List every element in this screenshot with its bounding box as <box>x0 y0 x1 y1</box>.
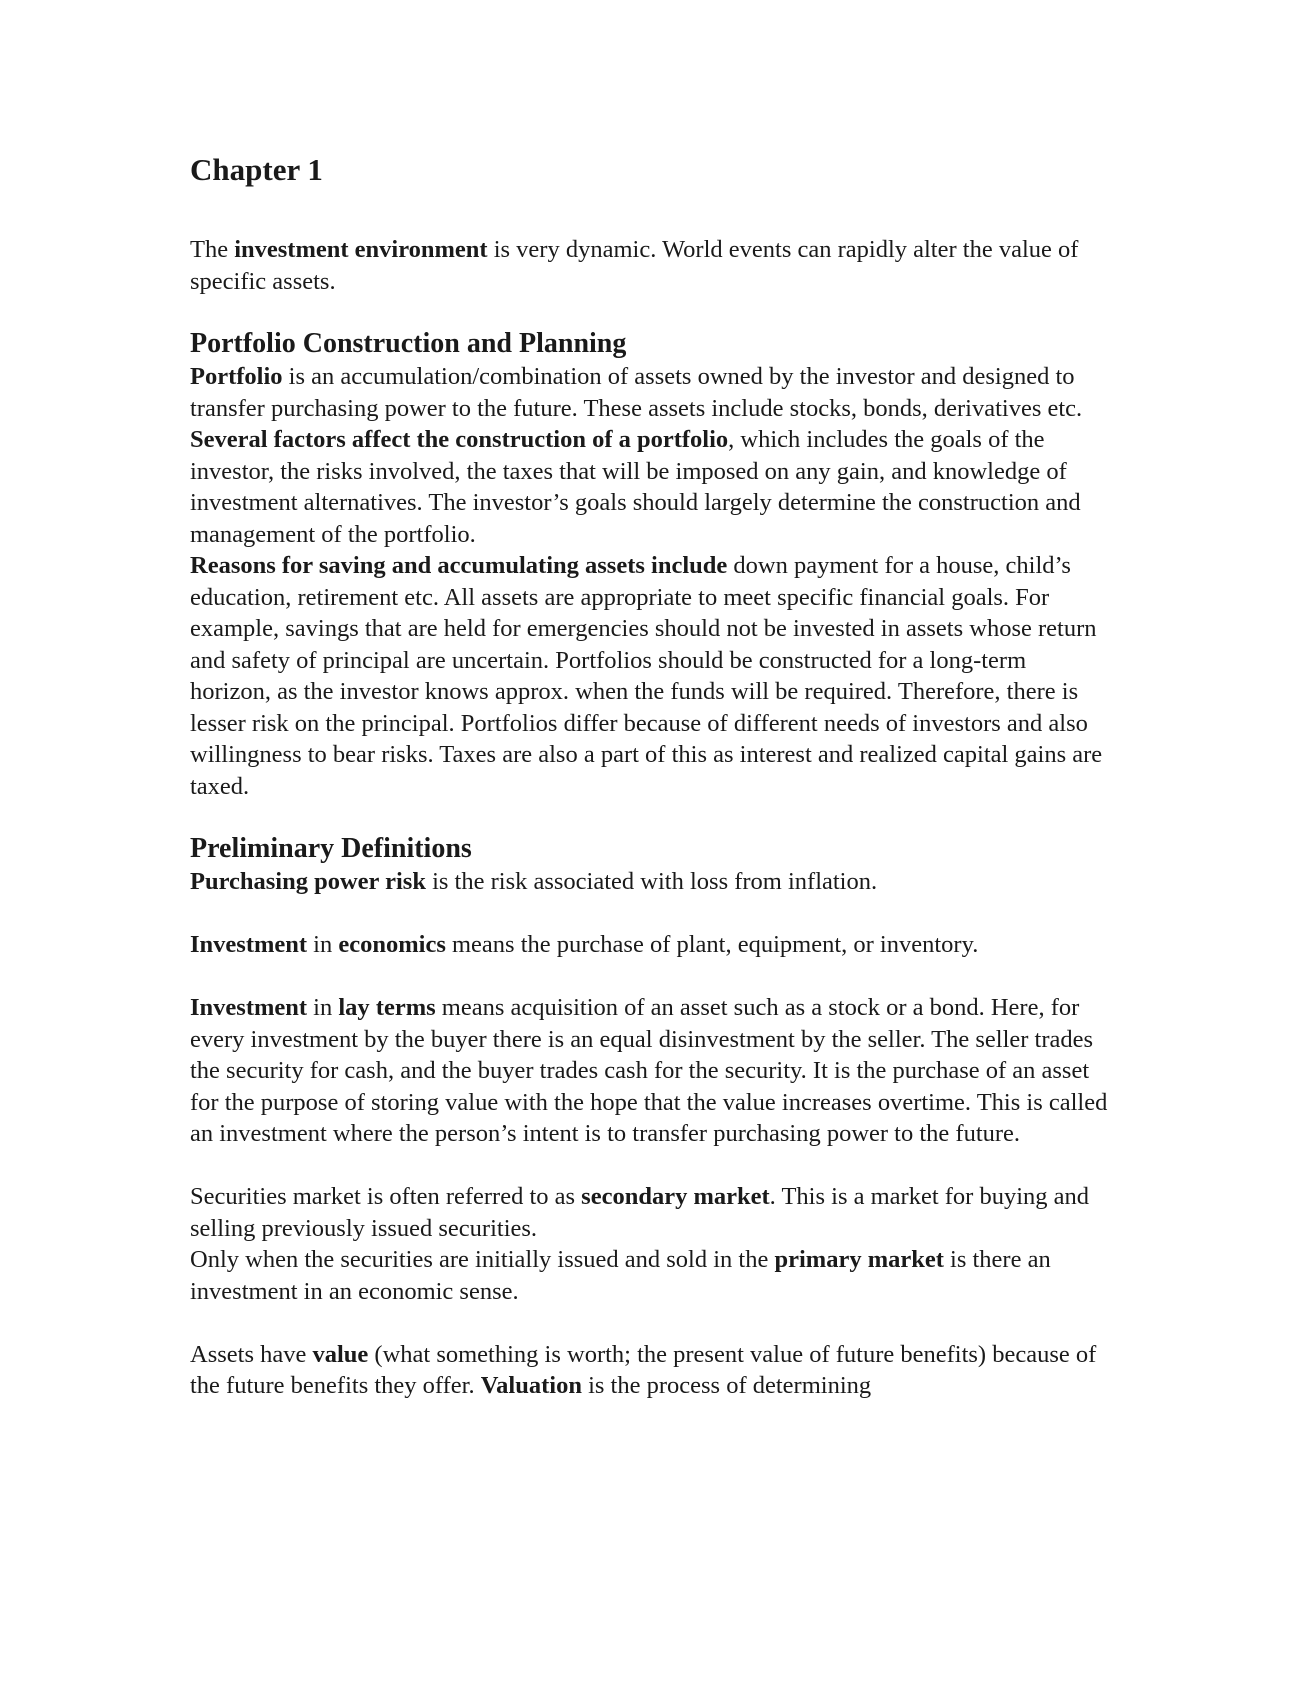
body-text: (what something is worth; the present value of future benefits) because of the future benefits they offer. <box>190 1340 1097 1399</box>
paragraph-investment-lay-terms <box>190 992 1110 1150</box>
body-text: Assets have <box>190 1340 313 1368</box>
bold-term: Investment <box>190 931 308 958</box>
intro-text-1: The <box>190 236 235 263</box>
paragraph-primary-market <box>190 1244 1110 1307</box>
body-text: Only when the securities are initially issued and sold in the <box>190 1246 775 1273</box>
spacer <box>190 898 1110 930</box>
body-text: is there an investment in an economic sense. <box>190 1246 1051 1305</box>
paragraph-value-valuation <box>190 1339 1110 1402</box>
spacer <box>190 1150 1110 1182</box>
paragraph-secondary-market <box>190 1181 1110 1244</box>
body-text: in <box>307 994 339 1021</box>
spacer <box>190 802 1110 832</box>
paragraph-factors <box>190 424 1110 550</box>
bold-term: Investment <box>190 994 308 1021</box>
paragraph-purchasing-power-risk <box>190 866 1110 898</box>
spacer <box>190 961 1110 993</box>
body-text: means the purchase of plant, equipment, or inventory. <box>445 931 979 958</box>
bold-term: value <box>312 1340 369 1368</box>
bold-term: economics <box>338 931 446 958</box>
bold-term: Several factors affect the construction of a portfolio <box>190 426 729 453</box>
bold-term: Reasons for saving and accumulating assets include <box>190 552 728 579</box>
bold-term: secondary market <box>581 1183 770 1210</box>
document-page <box>190 150 1110 1402</box>
section-heading-definitions: Preliminary Definitions <box>190 833 472 864</box>
intro-text-2: is very dynamic. World events can rapidly alter the value of specific assets. <box>190 236 1079 295</box>
bold-term: Purchasing power risk <box>190 868 426 895</box>
bold-term: Portfolio <box>190 363 283 390</box>
body-text: in <box>307 931 339 958</box>
spacer <box>190 297 1110 327</box>
body-text: means acquisition of an asset such as a stock or a bond. Here, for every investment by the buyer there is an equal disinvestment by the seller. The seller trades the security for cash, and the buyer trades cash for the security. It is the purchase of an asset for the purpose of storing value with the hope that the value increases overtime. This is called an investment where the person’s intent is to transfer purchasing power to the future. <box>190 994 1108 1147</box>
body-text: Securities market is often referred to as <box>190 1183 582 1210</box>
intro-paragraph <box>190 234 1110 297</box>
body-text: down payment for a house, child’s education, retirement etc. All assets are appropriate to meet specific financial goals. For example, savings that are held for emergencies should not be invested in assets whose return and safety of principal are uncertain. Portfolios should be constructed for a long-term horizon, as the investor knows approx. when the funds will be required. Therefore, there is lesser risk on the principal. Portfolios differ because of different needs of investors and also willingness to bear risks. Taxes are also a part of this as interest and realized capital gains are taxed. <box>190 552 1103 800</box>
paragraph-portfolio-definition <box>190 361 1110 424</box>
body-text: is the risk associated with loss from inflation. <box>425 868 878 895</box>
spacer <box>190 1307 1110 1339</box>
bold-term: lay terms <box>338 994 436 1021</box>
body-text: is the process of determining <box>581 1372 872 1399</box>
bold-term: Valuation <box>480 1372 582 1399</box>
paragraph-investment-economics <box>190 929 1110 961</box>
intro-bold-term: investment environment <box>234 236 488 263</box>
body-text: , which includes the goals of the investor, the risks involved, the taxes that will be imposed on any gain, and knowledge of investment alternatives. The investor’s goals should largely determine the construction and management of the portfolio. <box>190 426 1081 548</box>
body-text: is an accumulation/combination of assets owned by the investor and designed to transfer purchasing power to the future. These assets include stocks, bonds, derivatives etc. <box>190 363 1083 422</box>
chapter-title: Chapter 1 <box>190 152 323 187</box>
body-text: . This is a market for buying and selling previously issued securities. <box>190 1183 1090 1242</box>
paragraph-reasons <box>190 550 1110 802</box>
section-heading-portfolio: Portfolio Construction and Planning <box>190 328 627 359</box>
bold-term: primary market <box>774 1246 944 1273</box>
